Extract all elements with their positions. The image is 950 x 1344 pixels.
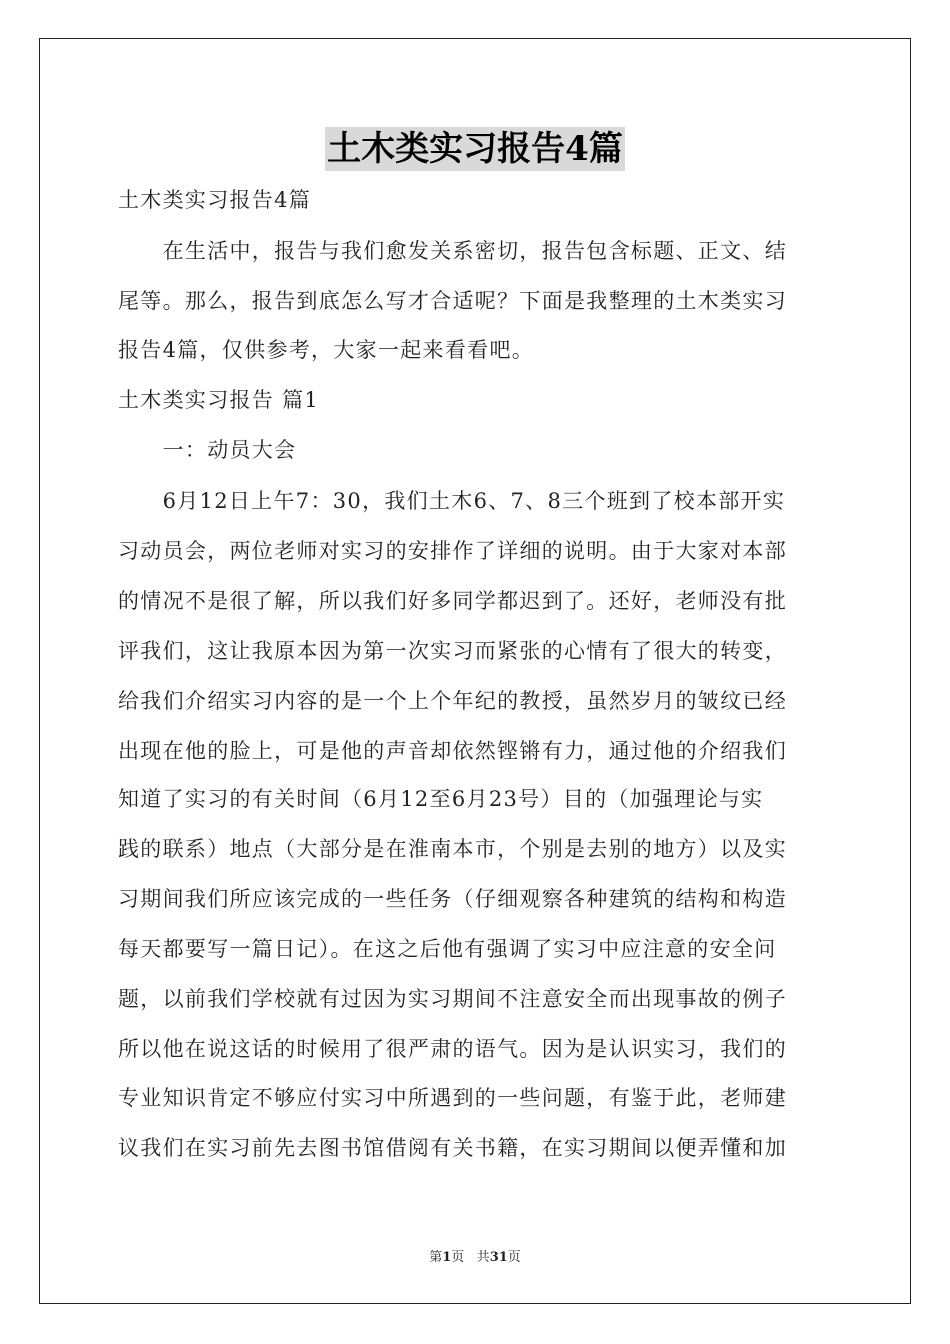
subsection-heading: 一：动员大会 [118, 438, 297, 462]
paragraph-line: 习期间我们所应该完成的一些任务（仔细观察各种建筑的结构和构造 [118, 887, 787, 911]
paragraph-line: 尾等。那么，报告到底怎么写才合适呢？下面是我整理的土木类实习 [118, 289, 787, 313]
document-title: 土木类实习报告4篇 [327, 129, 623, 169]
paragraph-line: 的情况不是很了解，所以我们好多同学都迟到了。还好，老师没有批 [118, 589, 787, 613]
total-prefix: 共 [476, 1250, 490, 1265]
paragraph-line: 评我们，这让我原本因为第一次实习而紧张的心情有了很大的转变， [118, 639, 787, 663]
paragraph-line: 践的联系）地点（大部分是在淮南本市，个别是去别的地方）以及实 [118, 837, 787, 861]
page-number: 1 [442, 1250, 452, 1265]
paragraph-line: 知道了实习的有关时间（6月12至6月23号）目的（加强理论与实 [118, 787, 764, 811]
paragraph-line: 给我们介绍实习内容的是一个上个年纪的教授，虽然岁月的皱纹已经 [118, 689, 787, 713]
paragraph-line: 每天都要写一篇日记）。在这之后他有强调了实习中应注意的安全问 [118, 937, 777, 961]
paragraph-line: 习动员会，两位老师对实习的安排作了详细的说明。由于大家对本部 [118, 539, 787, 563]
paragraph-line: 在生活中，报告与我们愈发关系密切，报告包含标题、正文、结 [118, 239, 787, 263]
paragraph-line: 所以他在说这话的时候用了很严肃的语气。因为是认识实习，我们的 [118, 1037, 787, 1061]
section-heading: 土木类实习报告 篇1 [118, 388, 320, 412]
paragraph-line: 6月12日上午7：30，我们土木6、7、8三个班到了校本部开实 [118, 489, 786, 513]
page-prefix: 第 [429, 1250, 443, 1265]
paragraph-line: 专业知识肯定不够应付实习中所遇到的一些问题，有鉴于此，老师建 [118, 1086, 787, 1110]
paragraph-line: 出现在他的脸上，可是他的声音却依然铿锵有力，通过他的介绍我们 [118, 739, 787, 763]
document-title-wrap [0, 127, 950, 171]
total-suffix: 页 [507, 1250, 521, 1265]
page-footer [0, 1246, 950, 1265]
paragraph-line: 报告4篇，仅供参考，大家一起来看看吧。 [118, 338, 535, 362]
paragraph-line: 议我们在实习前先去图书馆借阅有关书籍，在实习期间以便弄懂和加 [118, 1136, 787, 1160]
page-suffix: 页 [451, 1250, 465, 1265]
subtitle-line: 土木类实习报告4篇 [118, 188, 312, 212]
total-pages: 31 [489, 1250, 508, 1265]
paragraph-line: 题，以前我们学校就有过因为实习期间不注意安全而出现事故的例子 [118, 987, 787, 1011]
page-border [39, 38, 911, 1304]
